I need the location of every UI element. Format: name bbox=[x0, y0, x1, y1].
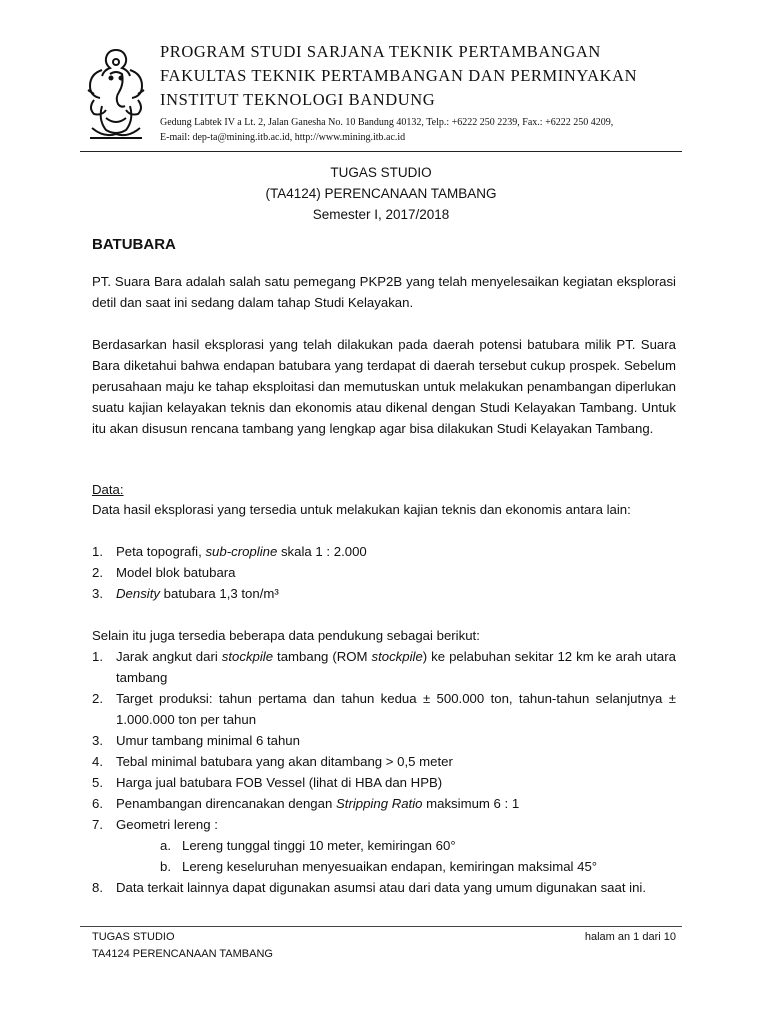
list-text: Harga jual batubara FOB Vessel (lihat di HBA dan HPB) bbox=[116, 775, 443, 790]
list-number: 6. bbox=[92, 796, 103, 811]
paragraph-2: Berdasarkan hasil eksplorasi yang telah dilakukan pada daerah potensi batubara milik PT. Suara Bara diketahui bahwa endapan batubara yang terdapat di daerah tersebut cukup prospek. Sebelum perusahaan maju ke tahap eksploitasi dan memutuskan untuk melakukan penambangan diperlukan suatu kajian kelayakan teknis dan ekonomis atau dikenal dengan Studi Kelayakan Tambang. Untuk itu akan disusun rencana tambang yang lengkap agar bisa dilakukan Studi Kelayakan Tambang. bbox=[92, 337, 676, 436]
sub-list-text: Lereng tunggal tinggi 10 meter, kemiringan 60° bbox=[182, 838, 456, 853]
letterhead-text bbox=[160, 40, 685, 145]
data-intro: Data hasil eksplorasi yang tersedia untuk melakukan kajian teknis dan ekonomis antara lain: bbox=[92, 502, 631, 517]
list-number: 8. bbox=[92, 880, 103, 895]
list-text: Tebal minimal batubara yang akan ditambang > 0,5 meter bbox=[116, 754, 453, 769]
support-list bbox=[92, 646, 676, 898]
list-item bbox=[92, 730, 676, 751]
sub-list-item bbox=[92, 856, 676, 877]
list-number: 2. bbox=[92, 691, 103, 706]
italic-run: Density bbox=[116, 586, 160, 601]
text-run: tambang (ROM bbox=[273, 649, 372, 664]
list-text: Umur tambang minimal 6 tahun bbox=[116, 733, 300, 748]
list-text: Geometri lereng : bbox=[116, 817, 218, 832]
list-number: 2. bbox=[92, 565, 103, 580]
list-number: 5. bbox=[92, 775, 103, 790]
data-list bbox=[92, 541, 676, 604]
text-run: Model blok batubara bbox=[116, 565, 236, 580]
list-number: 1. bbox=[92, 544, 103, 559]
section-heading: BATUBARA bbox=[92, 236, 176, 253]
title-line-1: TUGAS STUDIO bbox=[330, 165, 432, 180]
list-text bbox=[116, 793, 676, 814]
list-item bbox=[92, 751, 676, 772]
document-title bbox=[80, 162, 682, 225]
list-item bbox=[92, 646, 676, 688]
text-run: maksimum 6 : 1 bbox=[422, 796, 520, 811]
letterhead-divider bbox=[80, 151, 682, 152]
list-text bbox=[116, 583, 676, 604]
text-run: batubara 1,3 ton/m³ bbox=[159, 586, 279, 601]
list-item bbox=[92, 814, 676, 835]
title-line-3: Semester I, 2017/2018 bbox=[312, 207, 450, 222]
list-number: 3. bbox=[92, 586, 103, 601]
list-number: 4. bbox=[92, 754, 103, 769]
italic-run: Stripping Ratio bbox=[335, 796, 423, 811]
list-number: 3. bbox=[92, 733, 103, 748]
list-item bbox=[92, 688, 676, 730]
program-name: PROGRAM STUDI SARJANA TEKNIK PERTAMBANGAN bbox=[160, 42, 601, 61]
list-text bbox=[116, 541, 676, 562]
support-intro: Selain itu juga tersedia beberapa data pendukung sebagai berikut: bbox=[92, 628, 480, 643]
list-text: Target produksi: tahun pertama dan tahun kedua ± 500.000 ton, tahun-tahun selanjutnya ± 1.000.000 ton per tahun bbox=[116, 691, 676, 727]
itb-ganesha-logo-icon bbox=[80, 44, 152, 144]
letterhead bbox=[80, 40, 680, 152]
list-item bbox=[92, 772, 676, 793]
text-run: ) ke pelabuhan sekitar 12 km ke arah utara tambang bbox=[116, 649, 676, 685]
text-run: skala 1 : 2.000 bbox=[277, 544, 367, 559]
list-text: Data terkait lainnya dapat digunakan asumsi atau dari data yang umum digunakan saat ini. bbox=[116, 880, 647, 895]
text-run: Penambangan direncanakan dengan bbox=[116, 796, 336, 811]
list-item bbox=[92, 541, 676, 562]
data-heading: Data: bbox=[92, 482, 124, 497]
italic-run: sub-cropline bbox=[205, 544, 278, 559]
footer-course-label: TUGAS STUDIO bbox=[92, 931, 175, 943]
list-item bbox=[92, 562, 676, 583]
page-number: halam an 1 dari 10 bbox=[584, 931, 676, 943]
page-footer bbox=[92, 929, 676, 963]
footer-divider bbox=[80, 926, 682, 927]
text-run: Jarak angkut dari bbox=[116, 649, 222, 664]
list-item bbox=[92, 793, 676, 814]
sub-list-letter: b. bbox=[160, 859, 171, 874]
paragraph-1: PT. Suara Bara adalah salah satu pemegang PKP2B yang telah menyelesaikan kegiatan eksplorasi detil dan saat ini sedang dalam tahap Studi Kelayakan. bbox=[92, 274, 676, 310]
sub-list-letter: a. bbox=[160, 838, 171, 853]
list-text bbox=[116, 562, 676, 583]
footer-course-name: TA4124 PERENCANAAN TAMBANG bbox=[92, 948, 273, 960]
sub-list-text: Lereng keseluruhan menyesuaikan endapan, kemiringan maksimal 45° bbox=[182, 859, 598, 874]
title-line-2: (TA4124) PERENCANAAN TAMBANG bbox=[265, 186, 497, 201]
list-number: 7. bbox=[92, 817, 103, 832]
contact-line: E-mail: dep-ta@mining.itb.ac.id, http://www.mining.itb.ac.id bbox=[160, 132, 406, 143]
faculty-name: FAKULTAS TEKNIK PERTAMBANGAN DAN PERMINYAKAN bbox=[160, 66, 638, 85]
italic-run: stockpile bbox=[371, 649, 423, 664]
list-text bbox=[116, 646, 676, 688]
italic-run: stockpile bbox=[221, 649, 274, 664]
list-number: 1. bbox=[92, 649, 103, 664]
address-line: Gedung Labtek IV a Lt. 2, Jalan Ganesha No. 10 Bandung 40132, Telp.: +6222 250 2239, Fax.: +6222 250 4209, bbox=[160, 117, 614, 128]
list-item bbox=[92, 583, 676, 604]
sub-list-item bbox=[92, 835, 676, 856]
text-run: Peta topografi, bbox=[116, 544, 206, 559]
institute-name: INSTITUT TEKNOLOGI BANDUNG bbox=[160, 90, 436, 109]
list-item bbox=[92, 877, 676, 898]
